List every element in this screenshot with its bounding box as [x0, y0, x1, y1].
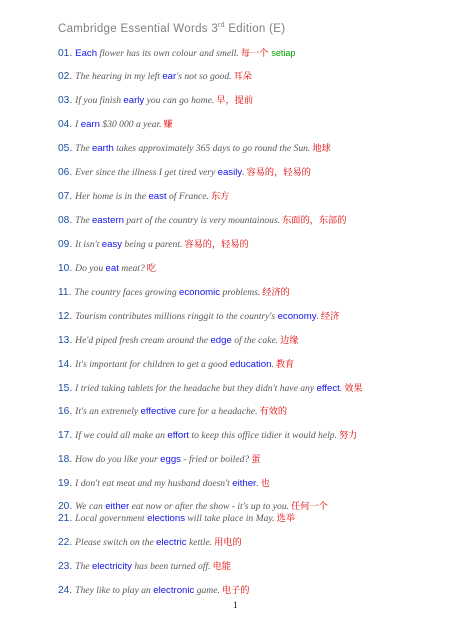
keyword: ear — [162, 71, 177, 82]
keyword: eastern — [91, 215, 124, 226]
keyword: eat — [105, 263, 119, 274]
entry-number: 01. — [58, 48, 73, 59]
entry-number: 19. — [58, 478, 73, 489]
entry-number: 15. — [58, 383, 73, 394]
example-text-before: The country faces growing — [74, 287, 180, 298]
entry-number: 10. — [58, 263, 73, 274]
entry-number: 06. — [58, 167, 73, 178]
chinese-translation: 效果 — [344, 383, 363, 394]
entry-line — [58, 501, 328, 513]
entry-number: 03. — [58, 95, 73, 106]
entry-number: 12. — [58, 311, 73, 322]
chinese-translation: 教育 — [275, 359, 295, 370]
entry-number: 24. — [58, 585, 73, 596]
example-text-before: We can — [75, 501, 106, 512]
keyword: electricity — [91, 561, 132, 572]
example-text-after: - fried or boiled? — [180, 454, 250, 465]
example-text-after: . — [271, 359, 274, 370]
chinese-translation: 电子的 — [221, 585, 250, 596]
entry-number: 11. — [58, 287, 72, 298]
chinese-translation: 东方 — [210, 191, 230, 202]
keyword: earn — [80, 119, 100, 130]
chinese-translation: 东面的，东部的 — [282, 215, 347, 226]
header-title-sup: rd — [218, 22, 225, 29]
page-number: 1 — [233, 600, 238, 610]
entry-number: 17. — [58, 430, 73, 441]
keyword: eggs — [160, 454, 181, 465]
example-text-before: The — [75, 215, 92, 226]
entry-line — [58, 537, 242, 549]
keyword: either — [105, 501, 130, 512]
keyword: earth — [91, 143, 114, 154]
entry-line — [58, 143, 331, 155]
entry-number: 22. — [58, 537, 73, 548]
keyword: Each — [75, 48, 98, 59]
example-text-after: . — [242, 167, 245, 178]
chinese-translation: 边缘 — [280, 335, 299, 346]
keyword: easily — [217, 167, 243, 178]
example-text-before: He'd piped fresh cream around the — [75, 335, 211, 346]
entry-line — [58, 513, 295, 525]
chinese-translation: 早，提前 — [216, 95, 254, 106]
chinese-translation: 任何一个 — [291, 501, 328, 512]
example-text-before: The — [75, 143, 92, 154]
entry-line — [58, 119, 173, 131]
entry-line — [58, 383, 363, 395]
entry-number: 16. — [58, 406, 73, 417]
example-text-after: takes approximately 365 days to go round the Sun. — [113, 143, 311, 154]
chinese-translation: 地球 — [312, 143, 331, 154]
entry-number: 23. — [58, 561, 73, 572]
keyword: effective — [140, 406, 177, 417]
keyword: effect — [316, 383, 340, 394]
chinese-translation: 经济的 — [262, 287, 290, 298]
chinese-translation: 吃 — [146, 263, 156, 274]
example-text-before: Please switch on the — [75, 537, 157, 548]
entry-number: 08. — [58, 215, 73, 226]
entry-number: 18. — [58, 454, 73, 465]
chinese-translation: 每一个 — [240, 48, 269, 59]
keyword: effort — [167, 430, 190, 441]
entry-line — [58, 71, 252, 83]
entry-line — [58, 215, 346, 227]
example-text-after: $30 000 a year. — [99, 119, 162, 130]
entry-number: 07. — [58, 191, 73, 202]
example-text-after: flower has its own colour and smell. — [97, 48, 239, 59]
keyword: economy — [277, 311, 317, 322]
entry-number: 21. — [58, 513, 73, 524]
entry-number: 05. — [58, 143, 73, 154]
header-title-main: Cambridge Essential Words 3 — [58, 22, 219, 35]
chinese-translation: 耳朵 — [233, 71, 252, 82]
example-text-after: will take place in May. — [185, 513, 275, 524]
keyword: easy — [101, 239, 123, 250]
entry-line — [58, 191, 229, 203]
example-text-before: I tried taking tablets for the headache but they didn't have any — [75, 383, 317, 394]
chinese-translation: 用电的 — [214, 537, 242, 548]
example-text-before: Tourism contributes millions ringgit to the country's — [75, 311, 278, 322]
example-text-before: It isn't — [75, 239, 102, 250]
example-text-before: Her home is in the — [75, 191, 149, 202]
entry-line — [58, 263, 156, 275]
example-text-after: has been turned off. — [131, 561, 211, 572]
chinese-translation: 蛋 — [251, 454, 261, 465]
example-text-after: cure for a headache. — [176, 406, 258, 417]
entry-line — [58, 287, 290, 299]
example-text-before: I — [75, 119, 81, 130]
chinese-translation: 容易的，轻易的 — [246, 167, 311, 178]
entry-number: 04. — [58, 119, 73, 130]
entry-number: 14. — [58, 359, 73, 370]
entry-line — [58, 478, 270, 490]
keyword: education — [229, 359, 272, 370]
example-text-after: . — [339, 383, 343, 394]
entry-number: 20. — [58, 501, 73, 512]
keyword: east — [148, 191, 167, 202]
entry-line — [58, 239, 249, 251]
example-text-after: of the cake. — [231, 335, 279, 346]
keyword: edge — [210, 335, 232, 346]
entry-number: 02. — [58, 71, 73, 82]
example-text-before: Do you — [75, 263, 106, 274]
entry-line — [58, 95, 253, 107]
entry-line — [58, 311, 339, 323]
example-text-after: being a parent. — [122, 239, 183, 250]
example-text-after: eat now or after the show - it's up to you. — [129, 501, 290, 512]
chinese-translation: 努力 — [338, 430, 358, 441]
entry-line — [58, 47, 295, 60]
example-text-before: If we could all make an — [75, 430, 168, 441]
example-text-after: 's not so good. — [176, 71, 232, 82]
entry-number: 13. — [58, 335, 73, 346]
keyword: electric — [156, 537, 187, 548]
example-text-before: They like to play an — [75, 585, 154, 596]
chinese-translation: 选举 — [276, 513, 295, 524]
chinese-translation: 也 — [260, 478, 270, 489]
example-text-after: game. — [194, 585, 220, 596]
keyword: electronic — [153, 585, 195, 596]
header-title-edition: Edition (E) — [224, 22, 286, 35]
entry-line — [58, 167, 311, 179]
entry-line — [58, 406, 287, 418]
chinese-translation: 电能 — [212, 561, 231, 572]
keyword: elections — [147, 513, 185, 524]
chinese-translation: 赚 — [163, 119, 173, 130]
malay-note: setiap — [271, 48, 296, 58]
page-header — [58, 22, 285, 35]
entry-line — [58, 585, 249, 597]
chinese-translation: 容易的，轻易的 — [184, 239, 249, 250]
example-text-before: It's important for children to get a good — [75, 359, 230, 370]
entry-number: 09. — [58, 239, 73, 250]
example-text-after: kettle. — [186, 537, 213, 548]
example-text-before: How do you like your — [75, 454, 161, 465]
keyword: economic — [179, 287, 221, 298]
entry-line — [58, 454, 260, 466]
example-text-before: If you finish — [75, 95, 124, 106]
entry-line — [58, 359, 294, 371]
example-text-before: I don't eat meat and my husband doesn't — [75, 478, 233, 489]
entry-line — [58, 561, 231, 573]
keyword: early — [123, 95, 145, 106]
example-text-after: part of the country is very mountainous. — [123, 215, 281, 226]
example-text-before: The hearing in my left — [75, 71, 163, 82]
example-text-after: problems. — [220, 287, 261, 298]
chinese-translation: 经济 — [320, 311, 340, 322]
example-text-after: . — [256, 478, 259, 489]
example-text-before: It's an extremely — [75, 406, 141, 417]
chinese-translation: 有效的 — [259, 406, 288, 417]
example-text-before: Ever since the illness I get tired very — [75, 167, 218, 178]
entry-line — [58, 335, 299, 347]
keyword: either — [232, 478, 257, 489]
entry-line — [58, 430, 357, 442]
example-text-after: . — [316, 311, 319, 322]
example-text-before: The — [75, 561, 92, 572]
example-text-after: of France. — [166, 191, 209, 202]
example-text-after: meat? — [118, 263, 145, 274]
example-text-after: you can go home. — [144, 95, 215, 106]
example-text-after: to keep this office tidier it would help. — [189, 430, 337, 441]
example-text-before: Local government — [75, 513, 148, 524]
